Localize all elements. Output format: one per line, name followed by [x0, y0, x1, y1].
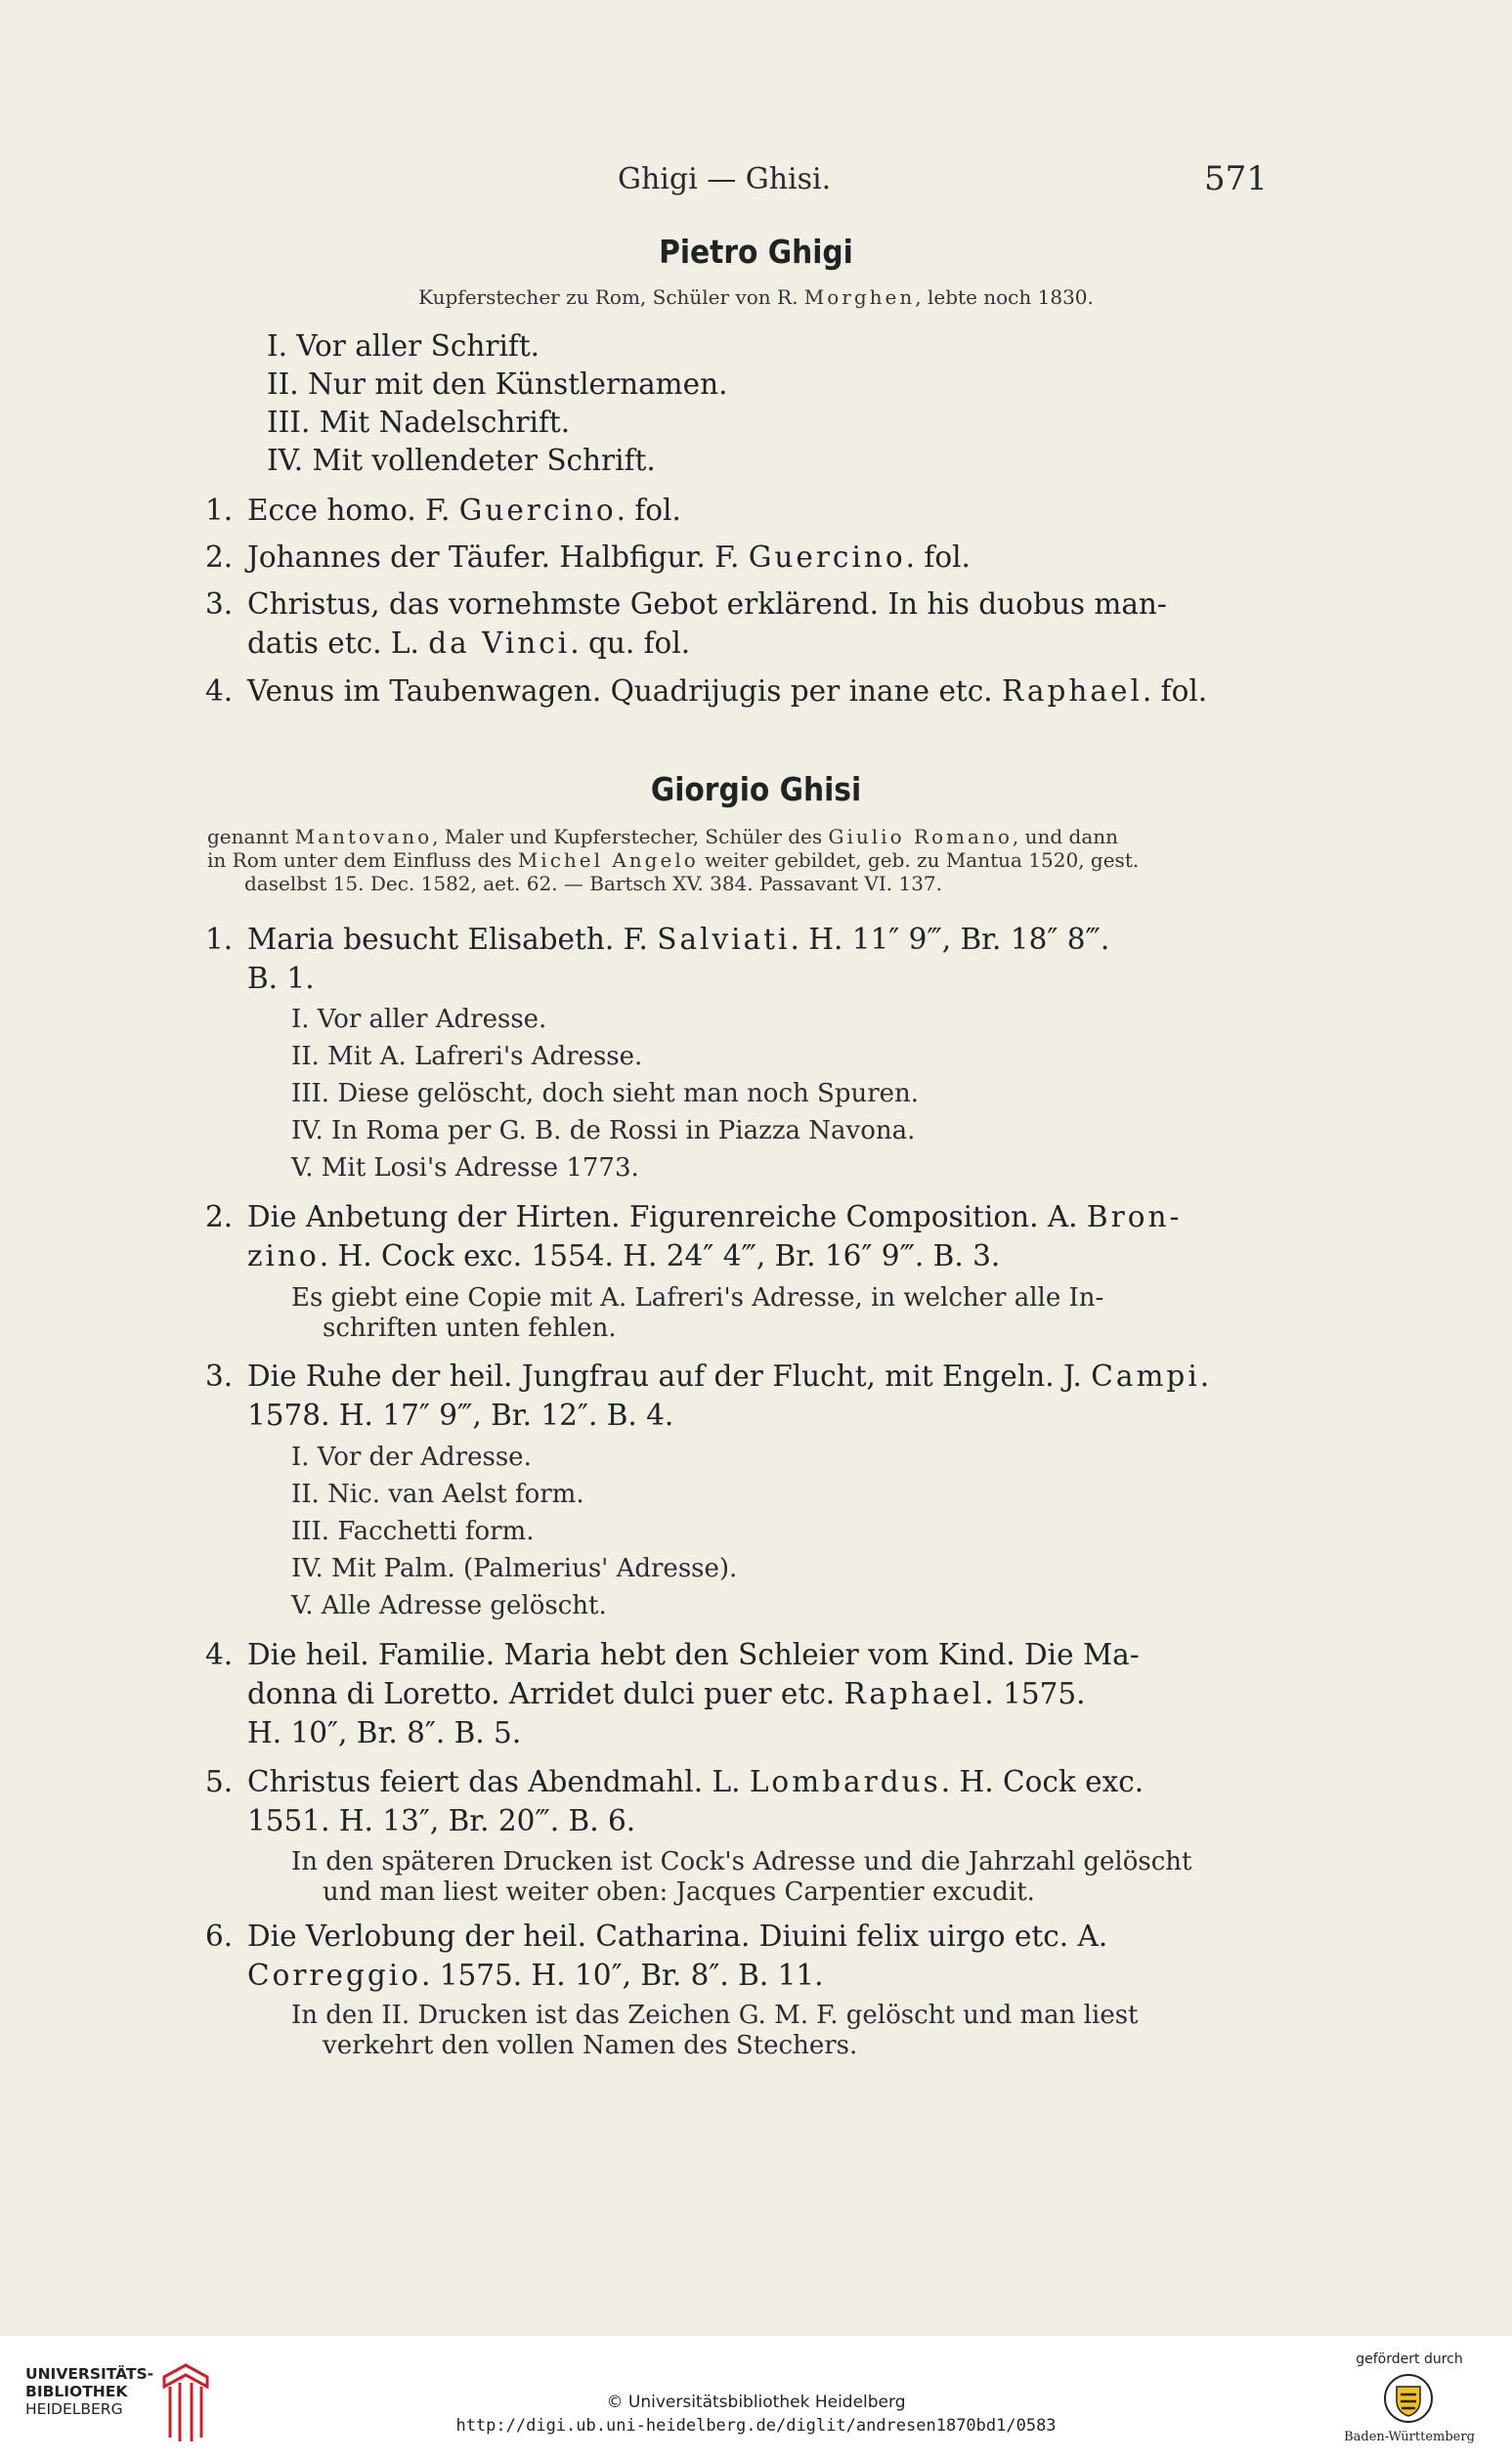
section-heading: Pietro Ghigi: [659, 233, 853, 271]
state-line: V. Alle Adresse gelöscht.: [291, 1591, 607, 1620]
state-line: II. Nic. van Aelst form.: [291, 1480, 584, 1509]
entry-number: 2.: [205, 1200, 234, 1233]
entry-line: Die heil. Familie. Maria hebt den Schleier vom Kind. Die Ma-: [247, 1638, 1140, 1671]
state-line: II. Nur mit den Künstlernamen.: [267, 367, 728, 401]
entry-line: zino. H. Cock exc. 1554. H. 24″ 4‴, Br. 16″ 9‴. B. 3.: [247, 1239, 1001, 1273]
entry-line: Maria besucht Elisabeth. F. Salviati. H. 11″ 9‴, Br. 18″ 8‴.: [247, 923, 1110, 956]
entry-line: 1551. H. 13″, Br. 20‴. B. 6.: [247, 1804, 636, 1837]
funder-name: Baden-Württemberg: [1344, 2430, 1475, 2444]
note-line: schriften unten fehlen.: [323, 1314, 617, 1343]
entry-line: 1578. H. 17″ 9‴, Br. 12″. B. 4.: [247, 1399, 674, 1432]
entry-number: 5.: [205, 1765, 234, 1798]
note-line: verkehrt den vollen Namen des Stechers.: [323, 2031, 858, 2060]
section-bio: in Rom unter dem Einfluss des Michel Angelo weiter gebildet, geb. zu Mantua 1520, gest.: [207, 848, 1140, 872]
state-line: III. Facchetti form.: [291, 1517, 535, 1546]
coat-of-arms-icon: [1383, 2373, 1434, 2424]
section-heading: Giorgio Ghisi: [650, 770, 862, 808]
state-line: I. Vor aller Adresse.: [291, 1005, 547, 1034]
entry-line: H. 10″, Br. 8″. B. 5.: [247, 1716, 522, 1749]
copyright: © Universitätsbibliothek Heidelberg: [606, 2393, 906, 2412]
entry-line: Die Ruhe der heil. Jungfrau auf der Flucht, mit Engeln. J. Campi.: [247, 1359, 1210, 1393]
running-title: Ghigi — Ghisi.: [618, 162, 832, 196]
note-line: und man liest weiter oben: Jacques Carpentier excudit.: [323, 1877, 1035, 1907]
state-line: III. Mit Nadelschrift.: [267, 406, 571, 439]
state-line: V. Mit Losi's Adresse 1773.: [291, 1153, 639, 1183]
entry-number: 1.: [205, 923, 234, 956]
state-line: IV. In Roma per G. B. de Rossi in Piazza Navona.: [291, 1116, 916, 1145]
entry-number: 3.: [205, 587, 234, 621]
entry-line: Christus feiert das Abendmahl. L. Lombardus. H. Cock exc.: [247, 1765, 1145, 1798]
entry-number: 2.: [205, 540, 234, 574]
library-name: UNIVERSITÄTS- BIBLIOTHEK HEIDELBERG: [25, 2365, 154, 2418]
note-line: In den II. Drucken ist das Zeichen G. M. F. gelöscht und man liest: [291, 2001, 1139, 2030]
state-line: II. Mit A. Lafreri's Adresse.: [291, 1042, 643, 1071]
entry-number: 4.: [205, 674, 234, 708]
entry-line: datis etc. L. da Vinci. qu. fol.: [247, 626, 691, 660]
state-line: I. Vor der Adresse.: [291, 1443, 532, 1472]
note-line: Es giebt eine Copie mit A. Lafreri's Adresse, in welcher alle In-: [291, 1283, 1104, 1313]
section-bio: daselbst 15. Dec. 1582, aet. 62. — Bartsch XV. 384. Passavant VI. 137.: [244, 872, 943, 895]
entry-line: Ecce homo. F. Guercino. fol.: [247, 494, 681, 527]
section-bio: genannt Mantovano, Maler und Kupferstecher, Schüler des Giulio Romano, und dann: [207, 825, 1118, 848]
entry-line: Venus im Taubenwagen. Quadrijugis per inane etc. Raphael. fol.: [247, 674, 1208, 708]
page-number: 571: [1204, 159, 1268, 198]
entry-line: Christus, das vornehmste Gebot erklärend. In his duobus man-: [247, 587, 1167, 621]
entry-line: B. 1.: [247, 962, 315, 995]
entry-number: 4.: [205, 1638, 234, 1671]
note-line: In den späteren Drucken ist Cock's Adresse und die Jahrzahl gelöscht: [291, 1847, 1192, 1877]
entry-line: Correggio. 1575. H. 10″, Br. 8″. B. 11.: [247, 1959, 824, 1992]
source-url[interactable]: http://digi.ub.uni-heidelberg.de/diglit/andresen1870bd1/0583: [455, 2416, 1057, 2436]
entry-number: 6.: [205, 1920, 234, 1953]
digitization-footer: [0, 2336, 1512, 2459]
entry-line: Johannes der Täufer. Halbfigur. F. Guercino. fol.: [247, 540, 971, 574]
state-line: I. Vor aller Schrift.: [267, 329, 540, 363]
entry-line: donna di Loretto. Arridet dulci puer etc. Raphael. 1575.: [247, 1677, 1086, 1710]
state-line: IV. Mit Palm. (Palmerius' Adresse).: [291, 1554, 738, 1583]
entry-line: Die Anbetung der Hirten. Figurenreiche Composition. A. Bron-: [247, 1200, 1183, 1233]
state-line: IV. Mit vollendeter Schrift.: [267, 444, 656, 477]
entry-line: Die Verlobung der heil. Catharina. Diuini felix uirgo etc. A.: [247, 1920, 1108, 1953]
entry-number: 3.: [205, 1359, 234, 1393]
funding-label: gefördert durch: [1356, 2351, 1463, 2367]
section-bio: Kupferstecher zu Rom, Schüler von R. Morghen, lebte noch 1830.: [418, 285, 1094, 309]
entry-number: 1.: [205, 494, 234, 527]
state-line: III. Diese gelöscht, doch sieht man noch Spuren.: [291, 1079, 920, 1108]
